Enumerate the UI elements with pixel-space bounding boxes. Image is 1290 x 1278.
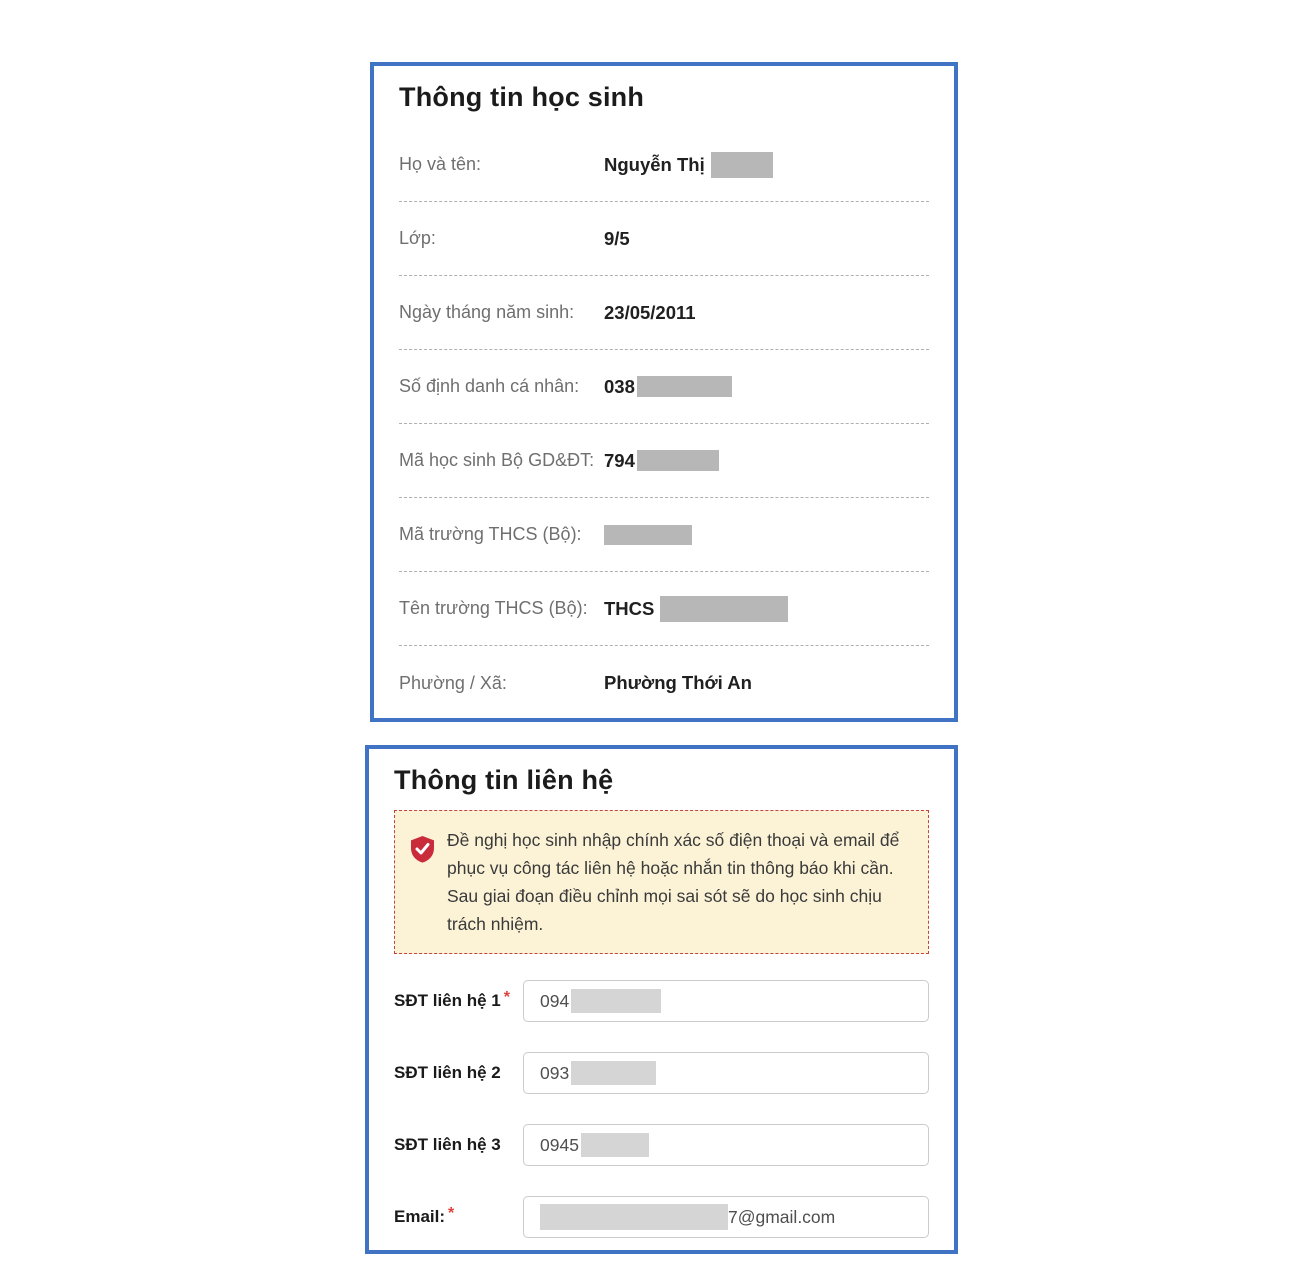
field-label: Ngày tháng năm sinh: bbox=[399, 302, 575, 322]
field-row-full-name bbox=[399, 128, 929, 202]
field-row-class bbox=[399, 202, 929, 276]
redacted-value-block bbox=[540, 1204, 728, 1230]
student-info-rows bbox=[399, 128, 929, 720]
field-label: Lớp: bbox=[399, 228, 436, 248]
student-info-title: Thông tin học sinh bbox=[399, 82, 645, 112]
field-label: Mã trường THCS (Bộ): bbox=[399, 524, 582, 544]
phone-1-label: SĐT liên hệ 1 bbox=[394, 991, 501, 1010]
field-row-moet-student-code bbox=[399, 424, 929, 498]
required-asterisk: * bbox=[503, 989, 510, 1006]
field-value: Nguyễn Thị bbox=[604, 152, 773, 178]
contact-notice-text: Đề nghị học sinh nhập chính xác số điện thoại và email để phục vụ công tác liên hệ hoặc nhắn tin thông báo khi cần. Sau giai đoạn điều chỉnh mọi sai sót sẽ do học sinh chịu trách nhiệm. bbox=[447, 830, 900, 934]
email-input[interactable]: 7@gmail.com bbox=[523, 1196, 929, 1238]
contact-row-phone-3 bbox=[394, 1124, 929, 1166]
field-row-personal-id bbox=[399, 350, 929, 424]
contact-row-phone-2 bbox=[394, 1052, 929, 1094]
field-value: 9/5 bbox=[604, 227, 630, 249]
phone-3-input[interactable]: 0945 bbox=[523, 1124, 929, 1166]
field-row-school-code bbox=[399, 498, 929, 572]
contact-form-rows bbox=[394, 980, 929, 1238]
field-row-school-name bbox=[399, 572, 929, 646]
phone-2-input[interactable]: 093 bbox=[523, 1052, 929, 1094]
student-info-panel bbox=[370, 62, 958, 722]
redacted-value-block bbox=[581, 1133, 649, 1157]
phone-3-label: SĐT liên hệ 3 bbox=[394, 1135, 501, 1154]
email-label: Email: bbox=[394, 1207, 446, 1226]
field-label: Mã học sinh Bộ GD&ĐT: bbox=[399, 450, 595, 470]
phone-1-input[interactable]: 094 bbox=[523, 980, 929, 1022]
redacted-value-block bbox=[571, 989, 661, 1013]
redacted-value-block bbox=[571, 1061, 656, 1085]
redacted-value-block bbox=[711, 152, 773, 178]
phone-2-label: SĐT liên hệ 2 bbox=[394, 1063, 501, 1082]
field-value: 23/05/2011 bbox=[604, 301, 696, 323]
field-value: THCS bbox=[604, 596, 788, 622]
field-value: 794 bbox=[604, 450, 719, 472]
field-label: Phường / Xã: bbox=[399, 672, 507, 693]
field-label: Tên trường THCS (Bộ): bbox=[399, 598, 588, 618]
redacted-value-block bbox=[604, 525, 692, 545]
field-value: 038 bbox=[604, 376, 732, 398]
contact-row-email bbox=[394, 1196, 929, 1238]
field-value bbox=[604, 525, 692, 545]
field-value: Phường Thới An bbox=[604, 672, 752, 693]
contact-notice bbox=[394, 810, 929, 954]
field-row-ward bbox=[399, 646, 929, 720]
redacted-value-block bbox=[660, 596, 788, 622]
redacted-value-block bbox=[637, 376, 732, 397]
contact-info-title: Thông tin liên hệ bbox=[394, 765, 614, 795]
field-label: Họ và tên: bbox=[399, 154, 482, 174]
required-asterisk: * bbox=[448, 1205, 455, 1222]
redacted-value-block bbox=[637, 450, 719, 471]
contact-row-phone-1 bbox=[394, 980, 929, 1022]
contact-info-panel bbox=[365, 745, 958, 1254]
field-row-birth-date bbox=[399, 276, 929, 350]
field-label: Số định danh cá nhân: bbox=[399, 376, 580, 396]
shield-check-icon bbox=[409, 835, 436, 863]
